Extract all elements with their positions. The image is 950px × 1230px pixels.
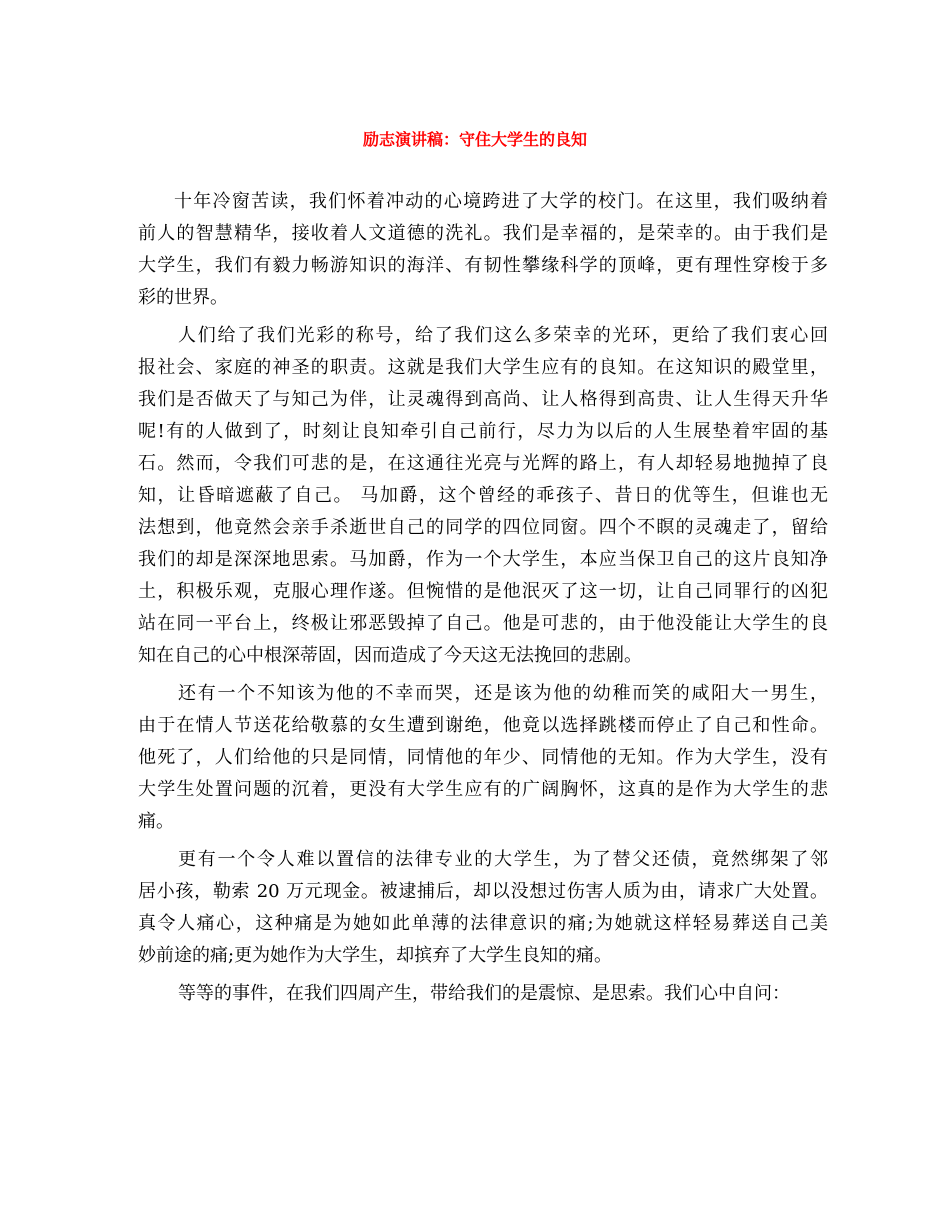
paragraph-line: 更有一个令人难以置信的法律专业的大学生，为了替父还债，竟然绑架了邻: [178, 849, 828, 870]
paragraph-line: 由于在情人节送花给敬慕的女生遭到谢绝，他竟以选择跳楼而停止了自己和性命。: [138, 715, 828, 736]
paragraph: [138, 320, 828, 672]
paragraph-line: 石。然而，令我们可悲的是，在这通往光亮与光辉的路上，有人却轻易地抛掉了良: [138, 453, 828, 474]
paragraph: [138, 844, 828, 972]
paragraph-line: 居小孩，勒索 20 万元现金。被逮捕后，却以没想过伤害人质为由，请求广大处置。: [138, 881, 828, 902]
paragraph: [138, 678, 828, 838]
paragraph-line: 人们给了我们光彩的称号，给了我们这么多荣幸的光环，更给了我们衷心回: [178, 325, 828, 346]
paragraph-line: 等等的事件，在我们四周产生，带给我们的是震惊、是思索。我们心中自问：: [178, 983, 790, 1004]
paragraph-line: 法想到，他竟然会亲手杀逝世自己的同学的四位同窗。四个不瞑的灵魂走了，留给: [138, 517, 828, 538]
paragraph-line: 站在同一平台上，终极让邪恶毁掉了自己。他是可悲的，由于他没能让大学生的良: [138, 613, 828, 634]
paragraph-line: 呢!有的人做到了，时刻让良知牵引自己前行，尽力为以后的人生展垫着牢固的基: [138, 421, 828, 442]
paragraph-line: 知，让昏暗遮蔽了自己。 马加爵，这个曾经的乖孩子、昔日的优等生，但谁也无: [138, 485, 828, 506]
paragraph-line: 还有一个不知该为他的不幸而哭，还是该为他的幼稚而笑的咸阳大一男生，: [178, 683, 828, 704]
paragraph: [138, 186, 828, 314]
paragraph-line: 大学生处置问题的沉着，更没有大学生应有的广阔胸怀，这真的是作为大学生的悲: [138, 779, 828, 800]
paragraph-line: 前人的智慧精华，接收着人文道德的洗礼。我们是幸福的，是荣幸的。由于我们是: [138, 223, 828, 244]
paragraph-line: 知在自己的心中根深蒂固，因而造成了今天这无法挽回的悲剧。: [138, 645, 642, 666]
paragraph-line: 彩的世界。: [138, 287, 228, 308]
document-title: 励志演讲稿：守住大学生的良知: [362, 130, 587, 149]
paragraph-line: 土，积极乐观，克服心理作遂。但惋惜的是他泯灭了这一切，让自己同罪行的凶犯: [138, 581, 828, 602]
paragraph-line: 我们的却是深深地思索。马加爵，作为一个大学生，本应当保卫自己的这片良知净: [138, 549, 828, 570]
paragraph: [138, 978, 828, 1010]
paragraph-line: 他死了，人们给他的只是同情，同情他的年少、同情他的无知。作为大学生，没有: [138, 747, 828, 768]
paragraph-line: 真令人痛心，这种痛是为她如此单薄的法律意识的痛;为她就这样轻易葬送自己美: [138, 913, 828, 934]
paragraph-line: 妙前途的痛;更为她作为大学生，却摈弃了大学生良知的痛。: [138, 945, 613, 966]
paragraph-line: 十年冷窗苦读，我们怀着冲动的心境跨进了大学的校门。在这里，我们吸纳着: [174, 191, 828, 212]
paragraph-line: 大学生，我们有毅力畅游知识的海洋、有韧性攀缘科学的顶峰，更有理性穿梭于多: [138, 255, 828, 276]
paragraph-line: 我们是否做天了与知己为伴，让灵魂得到高尚、让人格得到高贵、让人生得天升华: [138, 389, 828, 410]
paragraph-line: 报社会、家庭的神圣的职责。这就是我们大学生应有的良知。在这知识的殿堂里，: [138, 357, 828, 378]
paragraph-line: 痛。: [138, 811, 174, 832]
document-body: [138, 186, 828, 1016]
